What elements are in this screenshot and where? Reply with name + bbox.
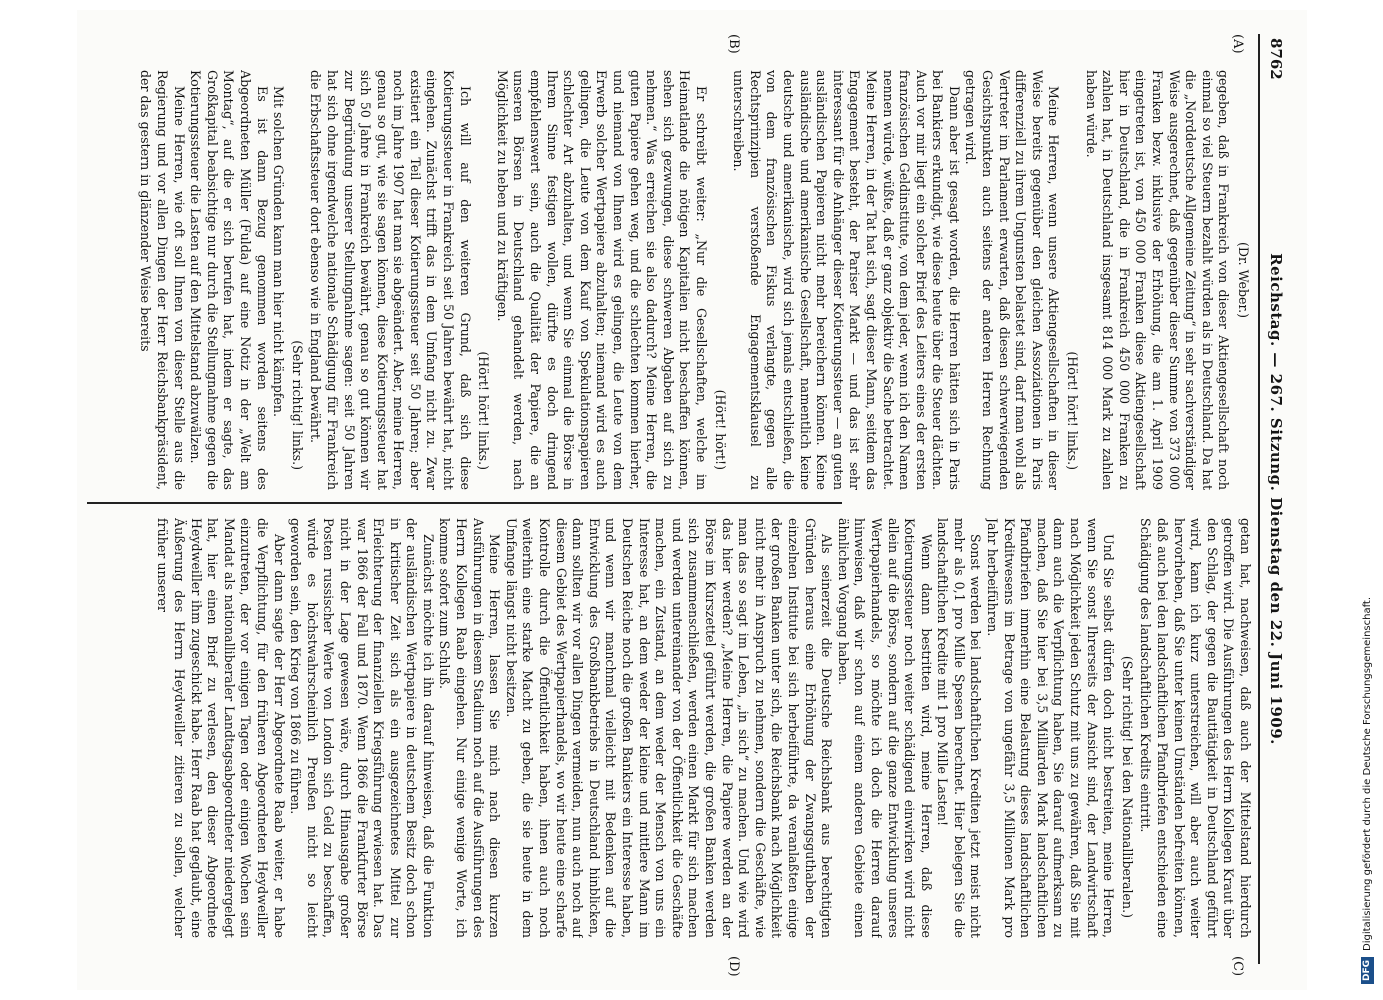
speaker-label: (Dr. Weber.) (1235, 241, 1251, 319)
interjection: (Hört! hört!) (712, 389, 728, 470)
dfg-logo: DFG (1361, 957, 1374, 984)
page-title: Reichstag. — 267. Sitzung. Dienstag den 22. Juni 1909. (1266, 253, 1285, 745)
page-header (1263, 38, 1285, 960)
interjection: (Sehr richtig! links.) (289, 340, 305, 470)
paragraph: getan hat, nachweisen, daß auch der Mittelstand hierdurch getroffen wird. Die Ausführungen des Herrn Kollegen Kraut über den Schlag, der gegen die Bauttätigkeit in Deutschland geführt wird, kann ich kurz unterstreichen, will aber auch weiter hervorheben, daß Sie unter keinen Umständen befreiten können, daß auch bei den landschaftlichen Pfandbriefen entschieden eine Schädigung des landschaftlichen Kredits eintritt. (1137, 518, 1253, 938)
interjection: (Hört! hört! links.) (1064, 351, 1080, 470)
margin-marker-d: (D) (725, 956, 741, 977)
interjection: (Hört! hört! links.) (475, 351, 491, 470)
interjection: (Sehr richtig! bei den Nationalliberalen.) (1119, 655, 1135, 918)
paragraph: Als seinerzeit die Deutsche Reichsbank aus berechtigten Gründen heraus eine Erhöhung der Zwangsguthaben der einzelnen Institute bei sich herbeiführte, da veranlaßten einige der großen Banken unter sich, die Reichsbank nach Möglichkeit nicht mehr in Anspruch zu nehmen, sondern die Geschäfte, wie man das so sagt im Leben, „in sich“ zu machen. Und wie wird das hier werden? „Meine Herren, die Papiere werden an der Börse im Kurszettel geführt werden, die großen Banken werden sich zusammenschließen, werden einen Markt für sich machen und werden untereinander von der Öffentlichkeit die Geschäfte machen, ein Zustand, an dem weder der Mensch von uns ein Interesse hat, an dem weder der kleine und mittlere Mann im Deutschen Reiche noch die großen Bankiers ein Interesse haben, und wenn wir manchmal vielleicht mit Bedenken auf die Entwicklung des Großbankbetriebs in Deutschland hinblicken, dann sollten wir vor allen Dingen vermeiden, nun auch noch auf diesem Gebiet des Wertpapierhandels, wo wir heute eine scharfe Kontrolle durch die Öffentlichkeit haben, ihnen auch noch weiterhin eine starke Macht zu geben, die sie heute in dem Umfange längst nicht besitzen. (503, 518, 834, 938)
paragraph: Meine Herren, lassen Sie mich nach diesen kurzen Ausführungen in diesem Stadium noch auf die Ausführungen des Herrn Kollegen Raab eingehen. Nur einige wenige Worte, ich komme sofort zum Schluß. (437, 518, 502, 938)
paragraph: Aber dann sagte der Herr Abgeordnete Raab weiter, er habe die Verpflichtung, für den früheren Abgeordneten Heydweiller einzutreten, der vor einigen Tagen oder einigen Wochen sein Mandat als nationalliberaler Landtagsabgeordneter niedergelegt hat, hier einen Brief zu verlesen, den dieser Abgeordnete Heydweiller ihm zugeschickt habe. Herr Raab hat geglaubt, eine Äußerung des Herrn Heydweiller zitieren zu sollen, welcher früher unserer (154, 518, 287, 938)
paragraph: Meine Herren, wie oft soll Ihnen von dieser Stelle aus die Regierung und vor allen Dingen der Herr Reichsbankpräsident, der das gestern in glänzender Weise bereits (137, 70, 187, 490)
column-divider (87, 502, 842, 504)
page-number: 8762 (1266, 38, 1285, 80)
credit-text: Digitalisierung gefördert durch die Deutsche Forschungsgemeinschaft. (1362, 596, 1373, 951)
margin-marker-b: (B) (725, 34, 741, 54)
paragraph: Ich will auf den weiteren Grund, daß sich diese Kotierungssteuer in Frankreich seit 50 Jahren bewährt hat, nicht eingehen. Zunächst trifft das in dem Umfang nicht zu. Zwar existiert ein Teil dieser Kotierungssteuer seit 50 Jahren; aber noch im Jahre 1907 hat man sie abgeändert. Aber, meine Herren, genau so gut, wie sie sagen können, diese Kotierungssteuer hat sich 50 Jahre in Frankreich bewährt, genau so gut können wir zur Begründung unserer Stellungnahme sagen: seit 50 Jahren hat sich ohne irgendwelche nationale Schädigung für Frankreich die Erbschaftssteuer dort ebenso wie in England bewährt. (307, 70, 473, 490)
paragraph: Wenn dann bestritten wird, meine Herren, daß diese Kotierungssteuer noch weiter schädigend einwirken wird nicht allein auf die Börse, sondern auf die ganze Entwicklung unseres Wertpapierhandels, so möchte ich doch die Herren darauf hinweisen, daß wir schon auf einem anderen Gebiete einen ähnlichen Vorgang haben. (835, 518, 934, 938)
paragraph: Es ist dann Bezug genommen worden seitens des Abgeordneten Müller (Fulda) auf eine Notiz in der „Welt am Montag“, auf die er sich berufen hat, indem er sagte, das Großkapital beabsichtige nur durch die Stellungnahme gegen die Kotierungssteuer die Lasten auf den Mittelstand abzuwälzen. (187, 70, 270, 490)
right-column (95, 518, 1253, 938)
margin-marker-a: (A) (1229, 34, 1245, 54)
paragraph: gegeben, daß in Frankreich von dieser Aktiengesellschaft noch einmal so viel Steuern bezahlt würden als in Deutschland. Da hat die „Norddeutsche Allgemeine Zeitung“ in sehr sachverständiger Weise ausgerechnet, daß gegenüber dieser Summe von 373 000 Franken bezw. inklusive der Erhöhung, die am 1. April 1909 eingetreten ist, von 450 000 Franken diese Aktiengesellschaft hier in Deutschland, die in Frankreich 450 000 Franken zu zahlen hat, in Deutschland insgesamt 814 000 Mark zu zahlen haben würde. (1083, 70, 1231, 490)
left-column (95, 70, 1253, 490)
paragraph: Und Sie selbst dürfen doch nicht bestreiten, meine Herren, wenn Sie sonst Ihrerseits der Ansicht sind, der Landwirtschaft nach Möglichkeit jeden Schutz mit uns zu gewähren, daß Sie mit dann auch die Verpflichtung haben, Sie darauf aufmerksam zu machen, daß Sie hier bei 3,5 Milliarden Mark landschaftlichen Pfandbriefen immerhin eine Belastung dieses landschaftlichen Kreditwesens im Betrage von ungefähr 3,5 Millionen Mark pro Jahr herbeiführen. (984, 518, 1116, 938)
credit-text-line (1360, 24, 1376, 984)
header-rule (1258, 34, 1260, 964)
margin-marker-c: (C) (1229, 956, 1245, 977)
newspaper-page (77, 10, 1307, 990)
paragraph: Sonst werden bei landschaftlichen Krediten jetzt meist nicht mehr als 0,1 pro Mille Spesen berechnet. Hier belegen Sie die landschaftlichen Kredite mit 1 pro Mille Lasten! (934, 518, 983, 938)
digitization-credit (1358, 8, 1378, 992)
paragraph: Dann aber ist gesagt worden, die Herren hätten sich in Paris bei Bankiers erkundigt, wie diese heute über die Steuer dächten. Auch vor mir liegt ein solcher Brief des Leiters eines der ersten französischen Geldinstitute, von dem jeder, wenn ich den Namen nennen würde, wüßte, daß er ganz objektiv die Sache betrachtet. Meine Herren, in der Tat hat sich, sagt dieser Mann, seitdem das Engagement besteht, der Pariser Markt — und das ist sehr interessant für die Anhänger dieser Kotierungssteuer — an guten ausländischen Papieren nicht mehr bereichern können. Keine ausländische und amerikanische Gesellschaft, namentlich keine deutsche und amerikanische, wird sich jemals entschließen, die von dem französischen Fiskus verlangte, gegen alle Rechtsprinzipien verstoßende Engagementsklausel zu unterschreiben. (730, 70, 962, 490)
paragraph: Zunächst möchte ich ihn darauf hinweisen, daß die Funktion der ausländischen Wertpapiere in deutschem Besitz doch schon in kritischer Zeit sich als ein ausgezeichnetes Mittel zur Erleichterung der finanziellen Kriegsführung erwiesen hat. Das war 1866 der Fall und 1870. Wenn 1866 die Frankfurter Börse nicht in der Lage gewesen wäre, durch Hinausgabe großer Posten russischer Werte von London sich Geld zu beschaffen, würde es höchstwahrscheinlich Preußen nicht so leicht geworden sein, den Krieg von 1866 zu führen. (287, 518, 436, 938)
paragraph: Er schreibt weiter: „Nur die Gesellschaften, welche im Heimatlande die nötigen Kapitalien nicht beschaffen können, sehen sich gezwungen, diese schweren Abgaben auf sich zu nehmen.“ Was erreichen sie also dadurch? Meine Herren, die guten Papiere gehen weg, und die schlechten kommen hierher, und niemand von Ihnen wird es gelingen, die Leute von dem Erwerb solcher Wertpapiere abzuhalten; niemand wird es auch gelingen, die Leute von dem Kauf von Spekulationspapieren schlechter Art abzuhalten, und wenn Sie einmal die Börse in Ihrem Sinne festigen wollen, dürfte es doch dringend empfehlenswert sein, auch die Qualität der Papiere, die an unseren Börsen in Deutschland gehandelt werden, nach Möglichkeit zu heben und zu kräftigen. (494, 70, 709, 490)
paragraph: Meine Herren, wenn unsere Aktiengesellschaften in dieser Weise bereits gegenüber den gleichen Assoziationen in Paris differenziell zu ihrem Ungunsten belastet sind, darf man wohl als Vertreter im Parlament erwarten, daß diesen schwerwiegenden Gesichtspunkten auch seitens der anderen Herren Rechnung getragen wird. (963, 70, 1061, 490)
paragraph: Mit solchen Gründen kann man hier nicht kämpfen. (270, 86, 286, 418)
